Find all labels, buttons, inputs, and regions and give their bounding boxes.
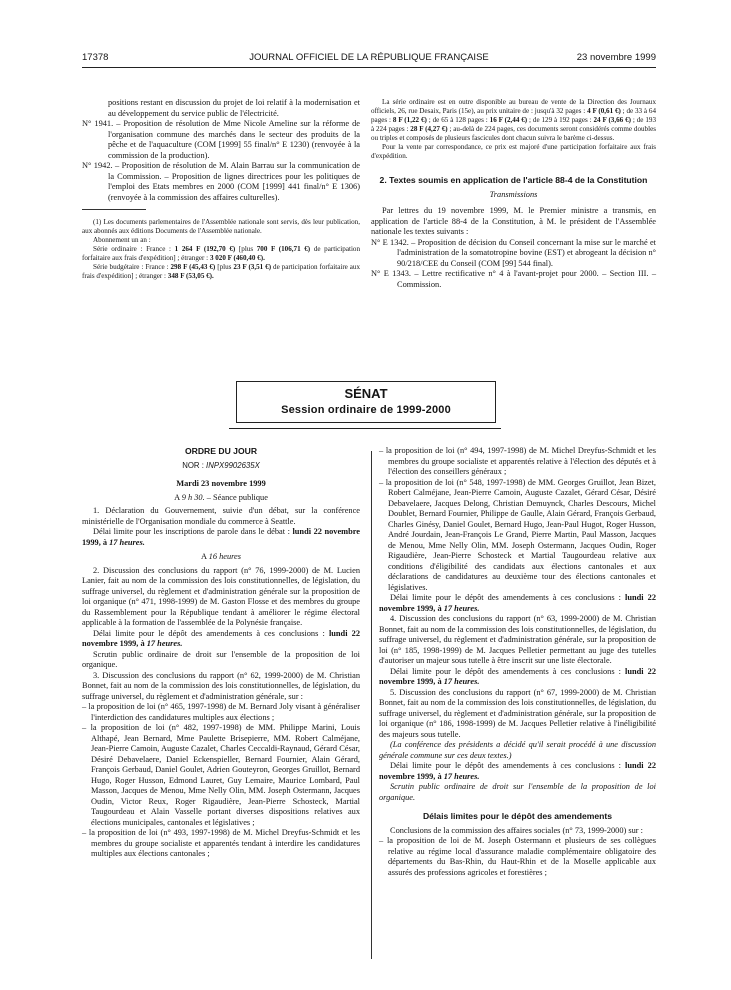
footnote: (1) Les documents parlementaires de l'Assemblée nationale sont servis, dès leur publication, aux abonnés aux éditions Documents de l'Assemblée nationale. [82, 218, 360, 235]
senate-title-box [236, 381, 496, 423]
text: La série ordinaire est en outre disponible au bureau de vente de la Direction des Journaux officiels, 26, rue Desaix, Paris (15e), au prix unitaire de : jusqu'à 32 pages : [371, 98, 656, 115]
item-number: N° E 1343. [371, 269, 411, 278]
deadline-hour: 17 heures. [443, 603, 480, 613]
text: [plus [235, 245, 257, 253]
text: Délai limite pour le dépôt des amendements à ces conclusions : [390, 761, 626, 770]
price: 298 F (45,43 €) [170, 263, 216, 271]
footnote: Abonnement un an : [93, 236, 151, 244]
section-heading: 2. Textes soumis en application de l'article 88-4 de la Constitution [379, 175, 648, 185]
bottom-right-column [379, 446, 656, 878]
text: Délai limite pour le dépôt des amendements à ces conclusions : [93, 628, 329, 638]
resolution-1942 [82, 161, 360, 203]
session-time [82, 493, 360, 504]
transmission-e1343 [371, 269, 656, 290]
deadline [379, 667, 656, 688]
journal-title: JOURNAL OFFICIEL DE LA RÉPUBLIQUE FRANÇAISE [249, 52, 489, 63]
price: 28 F (4,27 €) [410, 125, 448, 133]
text: ; de 129 à 192 pages : [527, 116, 594, 124]
agenda-item-5: 5. Discussion des conclusions du rapport (n° 67, 1999-2000) de M. Christian Bonnet, fait au nom de la commission des lois constitutionnelles, de législation, du suffrage universel, du règlement et d'administration générale, sur la proposition de loi organique (n° 186, 1998-1999) de M. Jacques Pelletier relative à l'inéligibilité des majeurs sous tutelle. [379, 687, 656, 739]
price: 3 020 F (460,40 €). [209, 254, 265, 262]
deadline-date: lundi 22 novembre 1999, à [379, 761, 656, 781]
deadline-hour: 17 heures. [109, 537, 145, 547]
price: 16 F (2,44 €) [489, 116, 528, 124]
paragraph [371, 98, 656, 143]
subheading [371, 190, 656, 201]
senate-title: SÉNAT [344, 386, 388, 401]
text: de participation forfaitaire aux frais d'expédition] ; étranger : [82, 245, 361, 262]
list-item: – la proposition de loi (n° 493, 1997-1998) de M. Michel Dreyfus-Schmidt et les membres du groupe socialiste et apparentés tendant à interdire les candidatures multiples aux élections cantonales ; [82, 828, 360, 858]
agenda-item-3: 3. Discussion des conclusions du rapport (n° 62, 1999-2000) de M. Christian Bonnet, fait au nom de la commission des lois constitutionnelles, de législation, du suffrage universel, du règlement et d'administration générale, sur : [82, 670, 360, 701]
note-text: Scrutin public ordinaire de droit sur l'ensemble de la proposition de loi organique. [379, 782, 656, 802]
resolution-1941 [82, 119, 360, 161]
paragraph: Par lettres du 19 novembre 1999, M. le Premier ministre a transmis, en application de l'article 88-4 de la Constitution, à M. le président de l'Assemblée nationale les textes suivants : [371, 206, 656, 236]
note-text: (La conférence des présidents a décidé qu'il serait procédé à une discussion générale commune sur ces deux textes.) [379, 740, 656, 760]
price: 1 264 F (192,70 €) [174, 245, 236, 253]
footnote-series-ordinaire [82, 245, 360, 263]
text: [plus [215, 263, 234, 271]
list-item: – la proposition de loi (n° 482, 1997-1998) de MM. Philippe Marini, Louis Althapé, Jean Bernard, Mme Paulette Brisepierre, MM. Robert Calméjane, Jean-Pierre Camoin, Auguste Cazalet, Charles Ceccaldi-Raynaud, Gérard César, Désiré Debavelaere, Daniel Eckenspieller, Bernard Fournier, Alain Gérard, François Gerbaud, Daniel Goulet, Adrien Gouteyron, Georges Gruillot, Bernard Hugo, Roger Husson, Edmond Lauret, Guy Lemaire, Maurice Lombard, Paul Masson, Jacques de Menou, Mme Nelly Olin, MM. Joseph Ostermann, Jacques Oudin, Victor Reux, Roger Rigaudière, Jean-Pierre Schosteck, Martial Taugourdeau et Alain Vasselle portant diverses dispositions relatives aux élections municipales, cantonales et législatives ; [82, 723, 360, 827]
top-left-column [82, 98, 360, 281]
text: Délai limite pour les inscriptions de parole dans le débat : [93, 527, 293, 536]
agenda-heading: ORDRE DU JOUR [184, 446, 258, 456]
header-rule [82, 67, 656, 68]
deadline [379, 593, 656, 614]
vote-note: Scrutin public ordinaire de droit sur l'ensemble de la proposition de loi organique. [82, 649, 360, 669]
list-item: – la proposition de loi de M. Joseph Ostermann et plusieurs de ses collègues relative au régime local d'assurance maladie complémentaire obligatoire des départements du Bas-Rhin, du Haut-Rhin et de la Moselle applicable aux assurés des professions agricoles et forestières ; [379, 836, 656, 877]
deadline-hour: 17 heures. [443, 771, 480, 781]
column-separator [371, 451, 372, 959]
agenda-date: Mardi 23 novembre 1999 [176, 479, 266, 488]
text: ; de 65 à 128 pages : [426, 116, 490, 124]
deadline [82, 629, 360, 650]
text: Série budgétaire : France : [93, 263, 171, 271]
text: de participation forfaitaire aux frais d'expédition] ; étranger : [82, 263, 361, 280]
price: 8 F (1,22 €) [392, 116, 427, 124]
deadline-date: lundi 22 novembre 1999, à [82, 527, 360, 547]
nor-label: NOR : [182, 460, 207, 470]
deadline-date: lundi 22 novembre 1999, à [82, 628, 360, 648]
agenda-item-1: 1. Déclaration du Gouvernement, suivie d'un débat, sur la conférence ministérielle de l'Organisation mondiale du commerce à Seattle. [82, 506, 360, 526]
text: ; de 33 à 64 pages : [371, 107, 656, 124]
item-text: – Proposition de décision du Conseil concernant la mise sur le marché et l'administration de la somatotropine bovine (EST) et abrogeant la décision n° 90/218/CEE du Conseil (COM [99] 544 final). [397, 237, 656, 268]
top-right-column [371, 98, 656, 290]
text: – Séance publique [204, 492, 268, 502]
text: ; au-delà de 224 pages, ces documents seront considérés comme doubles ou triples et composés de plusieurs fascicules dont chacun suivra le barème ci-dessus. [371, 125, 656, 142]
paragraph: Conclusions de la commission des affaires sociales (n° 73, 1999-2000) sur : [390, 825, 643, 835]
page-header [82, 52, 656, 66]
bottom-left-column [82, 446, 360, 860]
deadline [82, 527, 360, 548]
section-rule [229, 428, 501, 429]
list-item: – la proposition de loi (n° 494, 1997-1998) de M. Michel Dreyfus-Schmidt et les membres du groupe socialiste et apparentés relative à l'élection des députés et à l'élection des conseillers généraux ; [379, 446, 656, 476]
price: 700 F (106,71 €) [256, 245, 311, 253]
list-item: – la proposition de loi (n° 548, 1997-1998) de MM. Georges Gruillot, Jean Bizet, Robert Calméjane, Jean-Pierre Camoin, Auguste Cazalet, Gérard César, Désiré Debavelaere, Jacques Delong, Christian Demuynck, Charles Descours, Michel Doublet, Bernard Fournier, Philippe de Gaulle, Alain Gérard, François Gerbaud, Charles Ginésy, Daniel Goulet, Bernard Hugo, Jean-Paul Hugot, Roger Husson, André Jourdain, Jean-François Le Grand, Pierre Martin, Paul Masson, Jacques de Menou, Mme Nelly Olin, MM. Joseph Ostermann, Jacques Oudin, Roger Rigaudière, Jean-Pierre Schosteck et Martial Taugourdeau relative aux conditions d'éligibilité des candidats aux élections cantonales et aux déclarations de candidatures au deuxième tour des élections cantonales et législatives. [379, 477, 656, 592]
amendments-heading: Délais limites pour le dépôt des amendements [422, 811, 613, 821]
item-text: – Proposition de résolution de M. Alain Barrau sur la communication de la Commission. – Proposition de lignes directrices pour les politiques de l'emploi des Etats membres en 2000 (COM [1999] 441 final/n° E 1306) (renvoyée à la commission des affaires culturelles). [108, 161, 360, 202]
price: 24 F (3,66 €) [593, 116, 632, 124]
item-number: N° 1942. [82, 161, 113, 170]
nor-value: INPX9902635X [206, 460, 260, 470]
nor-reference [82, 461, 360, 472]
deadline-hour: 17 heures. [443, 677, 480, 686]
text: ; de 193 à 224 pages : [371, 116, 656, 133]
deadline-date: lundi 22 novembre 1999, à [379, 666, 656, 686]
paragraph: positions restant en discussion du projet de loi relatif à la modernisation et au développement du service public de l'électricité. [108, 98, 360, 118]
item-text: – Lettre rectificative n° 4 à l'avant-projet pour 2000. – Section III. – Commission. [397, 269, 657, 289]
paragraph: Pour la vente par correspondance, ce prix est majoré d'une participation forfaitaire aux frais d'expédition. [371, 143, 656, 160]
text: A [200, 552, 209, 561]
price: 348 F (53,05 €). [167, 272, 214, 280]
text: Délai limite pour le dépôt des amendements à ces conclusions : [390, 593, 626, 602]
issue-date: 23 novembre 1999 [576, 52, 656, 63]
session-title: Session ordinaire de 1999-2000 [281, 404, 451, 416]
text: Délai limite pour le dépôt des amendements à ces conclusions : [390, 666, 626, 676]
deadline [379, 761, 656, 782]
item-number: N° 1941. [82, 119, 114, 128]
text: A [174, 492, 182, 502]
text: Série ordinaire : France : [93, 245, 175, 253]
price: 23 F (3,51 €) [233, 263, 272, 271]
deadline-hour: 17 heures. [146, 639, 183, 648]
deadline-date: lundi 22 novembre 1999, à [379, 593, 656, 613]
list-item: – la proposition de loi (n° 465, 1997-1998) de M. Bernard Joly visant à généraliser l'interdiction des candidatures multiples aux élections ; [82, 702, 360, 722]
footnote-series-budgetaire [82, 263, 360, 281]
item-text: – Proposition de résolution de Mme Nicole Ameline sur la réforme de l'organisation commune des marchés dans le secteur des produits de la pêche et de l'aquaculture (COM [1999] 55 final/n° E 1230) (renvoyée à la commission de la production). [108, 119, 360, 160]
subheading-text: Transmissions [489, 189, 538, 199]
price: 4 F (0,61 €) [587, 107, 621, 115]
footnotes [82, 218, 360, 281]
time: 9 h 30. [181, 492, 205, 502]
agenda-item-2: 2. Discussion des conclusions du rapport (n° 76, 1999-2000) de M. Lucien Lanier, fait au nom de la commission des lois constitutionnelles, de législation, du suffrage universel, du règlement et d'administration générale sur la proposition de loi organique (n° 471, 1998-1999) de M. Gaston Flosse et des membres du groupe du Rassemblement pour la République tendant à améliorer le régime électoral applicable à la formation de l'assemblée de la Polynésie française. [82, 565, 360, 627]
vote-note [379, 782, 656, 803]
page-number: 17378 [82, 52, 109, 63]
transmission-e1342 [371, 238, 656, 270]
time: 16 heures [208, 552, 242, 561]
sale-info [371, 98, 656, 161]
item-number: N° E 1342. [371, 237, 409, 247]
footnote-rule [82, 209, 146, 210]
session-time [82, 552, 360, 563]
agenda-item-4: 4. Discussion des conclusions du rapport (n° 63, 1999-2000) de M. Christian Bonnet, fait au nom de la commission des lois constitutionnelles, de législation, du suffrage universel, du règlement et d'administration générale, sur la proposition de loi (n° 185, 1998-1999) de M. Jacques Pelletier permettant au juge des tutelles d'autoriser un majeur sous tutelle à être inscrit sur une liste électorale. [379, 614, 656, 665]
conference-note [379, 740, 656, 761]
